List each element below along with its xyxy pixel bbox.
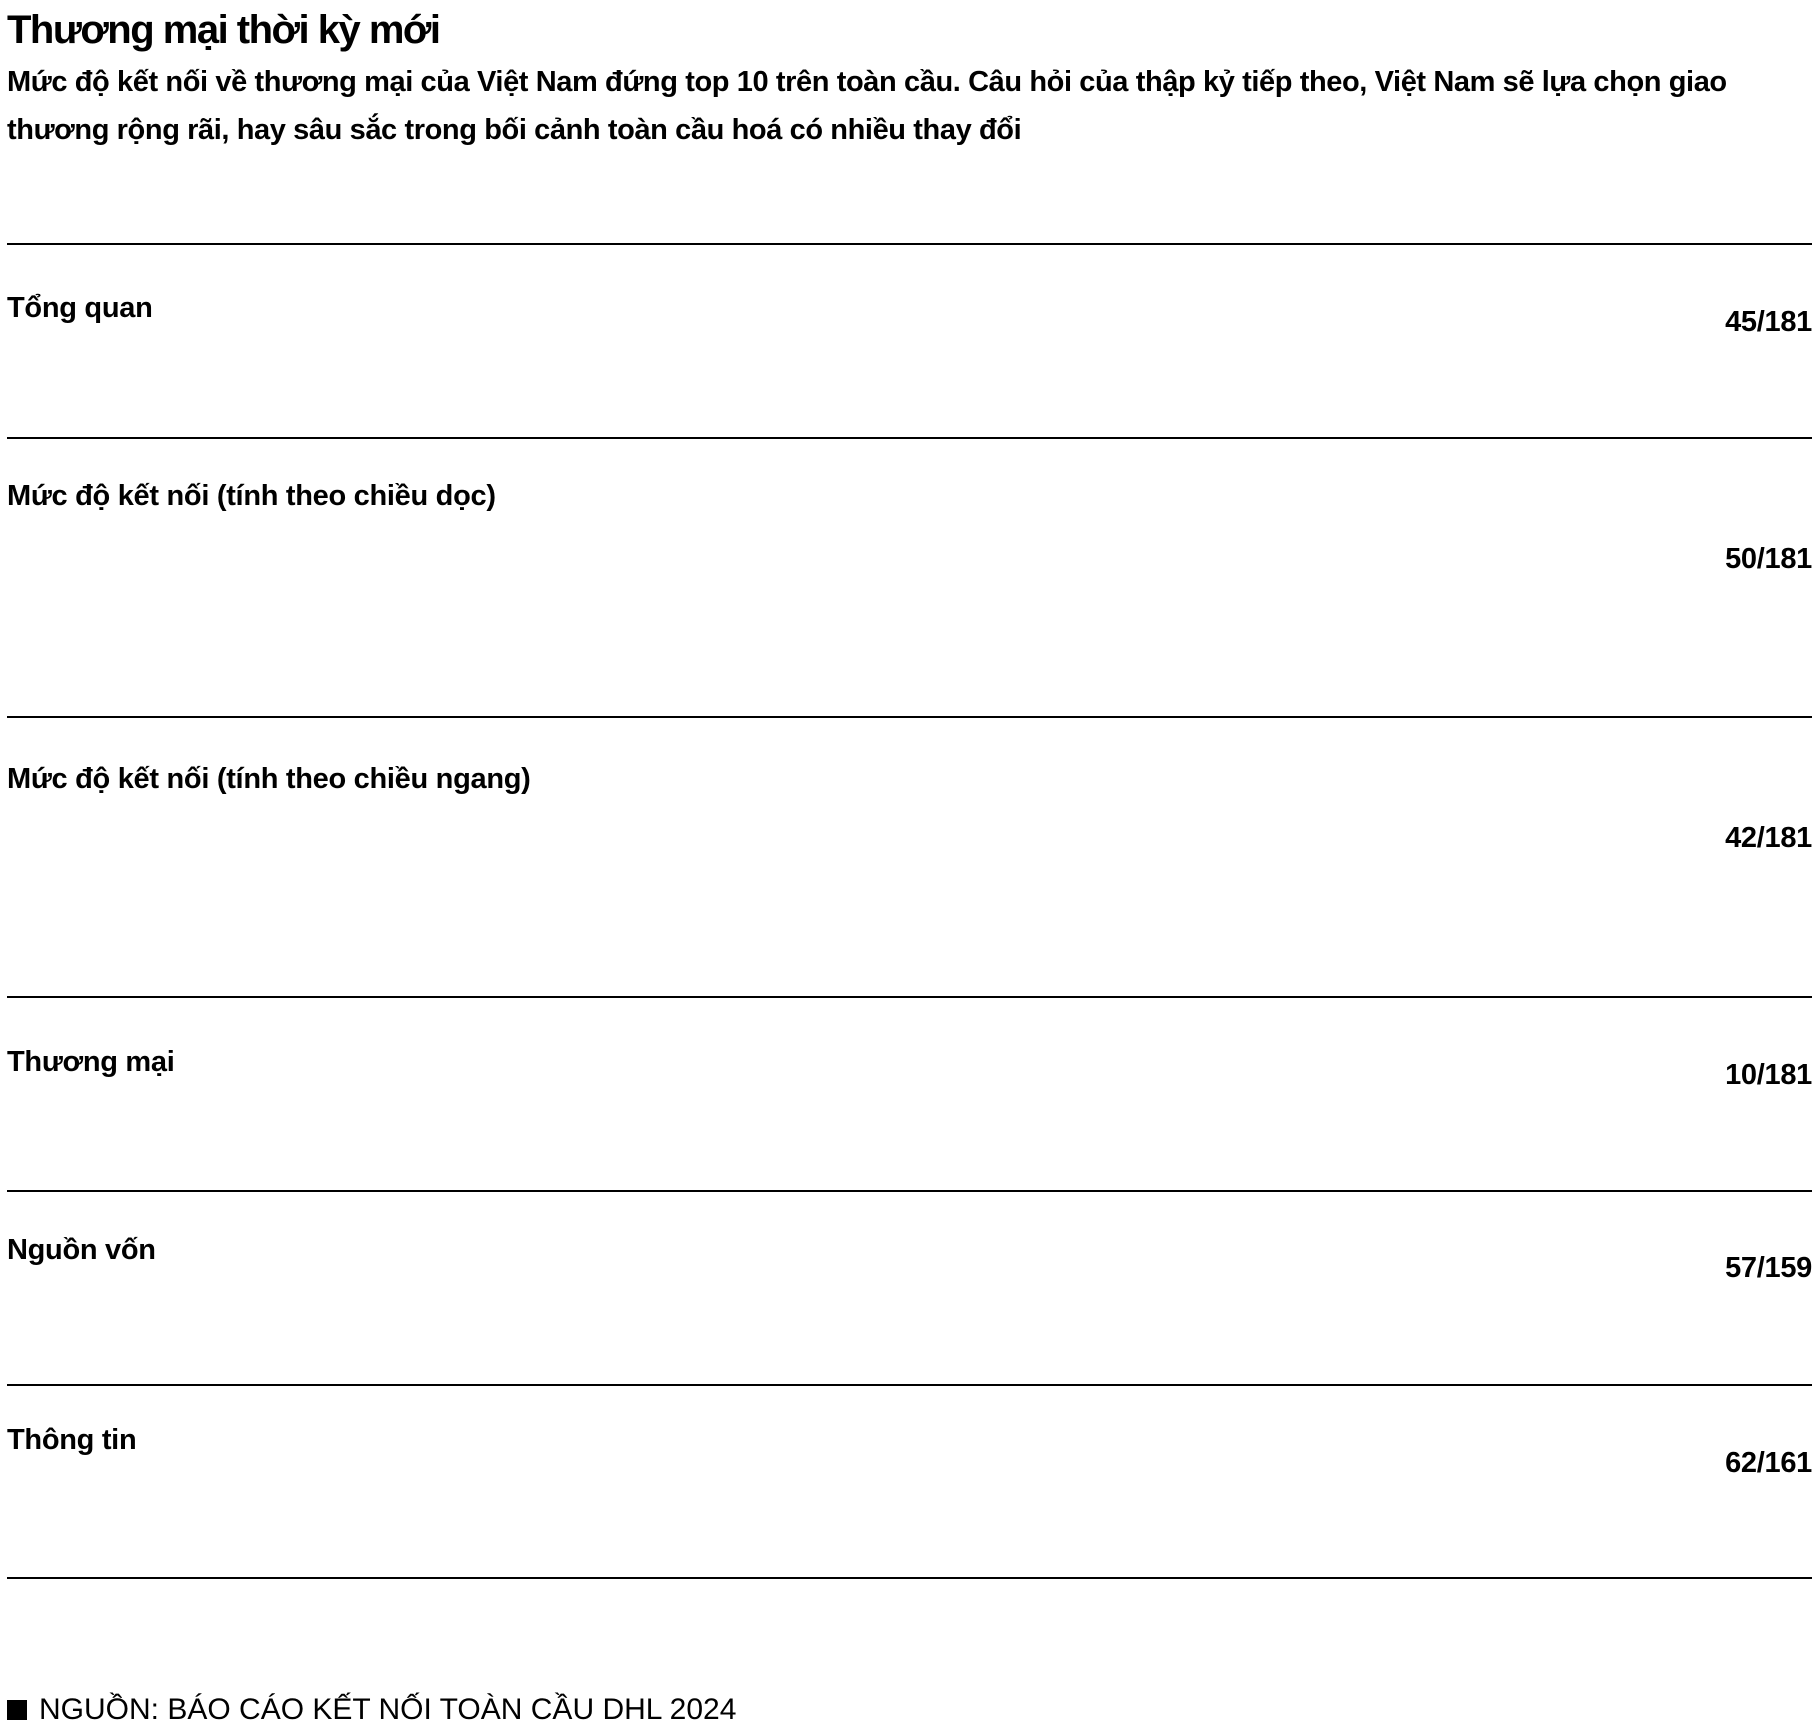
divider xyxy=(7,1384,1812,1386)
divider xyxy=(7,996,1812,998)
row-value-thuong-mai: 10/181 xyxy=(1725,1059,1812,1091)
source-text: NGUỒN: BÁO CÁO KẾT NỐI TOÀN CẦU DHL 2024 xyxy=(39,1693,737,1726)
row-label-nguon-von: Nguồn vốn xyxy=(7,1234,156,1266)
row-label-ket-noi-ngang: Mức độ kết nối (tính theo chiều ngang) xyxy=(7,763,531,795)
divider xyxy=(7,243,1812,245)
page-title: Thương mại thời kỳ mới xyxy=(7,8,440,52)
row-value-ket-noi-doc: 50/181 xyxy=(1725,543,1812,575)
row-label-tong-quan: Tổng quan xyxy=(7,292,153,324)
divider xyxy=(7,1577,1812,1579)
row-value-thong-tin: 62/161 xyxy=(1725,1447,1812,1479)
divider xyxy=(7,716,1812,718)
infographic-page xyxy=(7,0,1812,1732)
row-value-ket-noi-ngang: 42/181 xyxy=(1725,822,1812,854)
row-label-ket-noi-doc: Mức độ kết nối (tính theo chiều dọc) xyxy=(7,480,496,512)
divider xyxy=(7,1190,1812,1192)
row-value-nguon-von: 57/159 xyxy=(1725,1252,1812,1284)
square-bullet-icon xyxy=(7,1700,27,1720)
row-value-tong-quan: 45/181 xyxy=(1725,306,1812,338)
page-subtitle: Mức độ kết nối về thương mại của Việt Nam đứng top 10 trên toàn cầu. Câu hỏi của thập kỷ tiếp theo, Việt Nam sẽ lựa chọn giao thương rộng rãi, hay sâu sắc trong bối cảnh toàn cầu hoá có nhiều thay đổi xyxy=(7,66,1727,146)
divider xyxy=(7,437,1812,439)
row-label-thuong-mai: Thương mại xyxy=(7,1046,175,1078)
source-note xyxy=(7,1692,736,1728)
row-label-thong-tin: Thông tin xyxy=(7,1424,137,1456)
